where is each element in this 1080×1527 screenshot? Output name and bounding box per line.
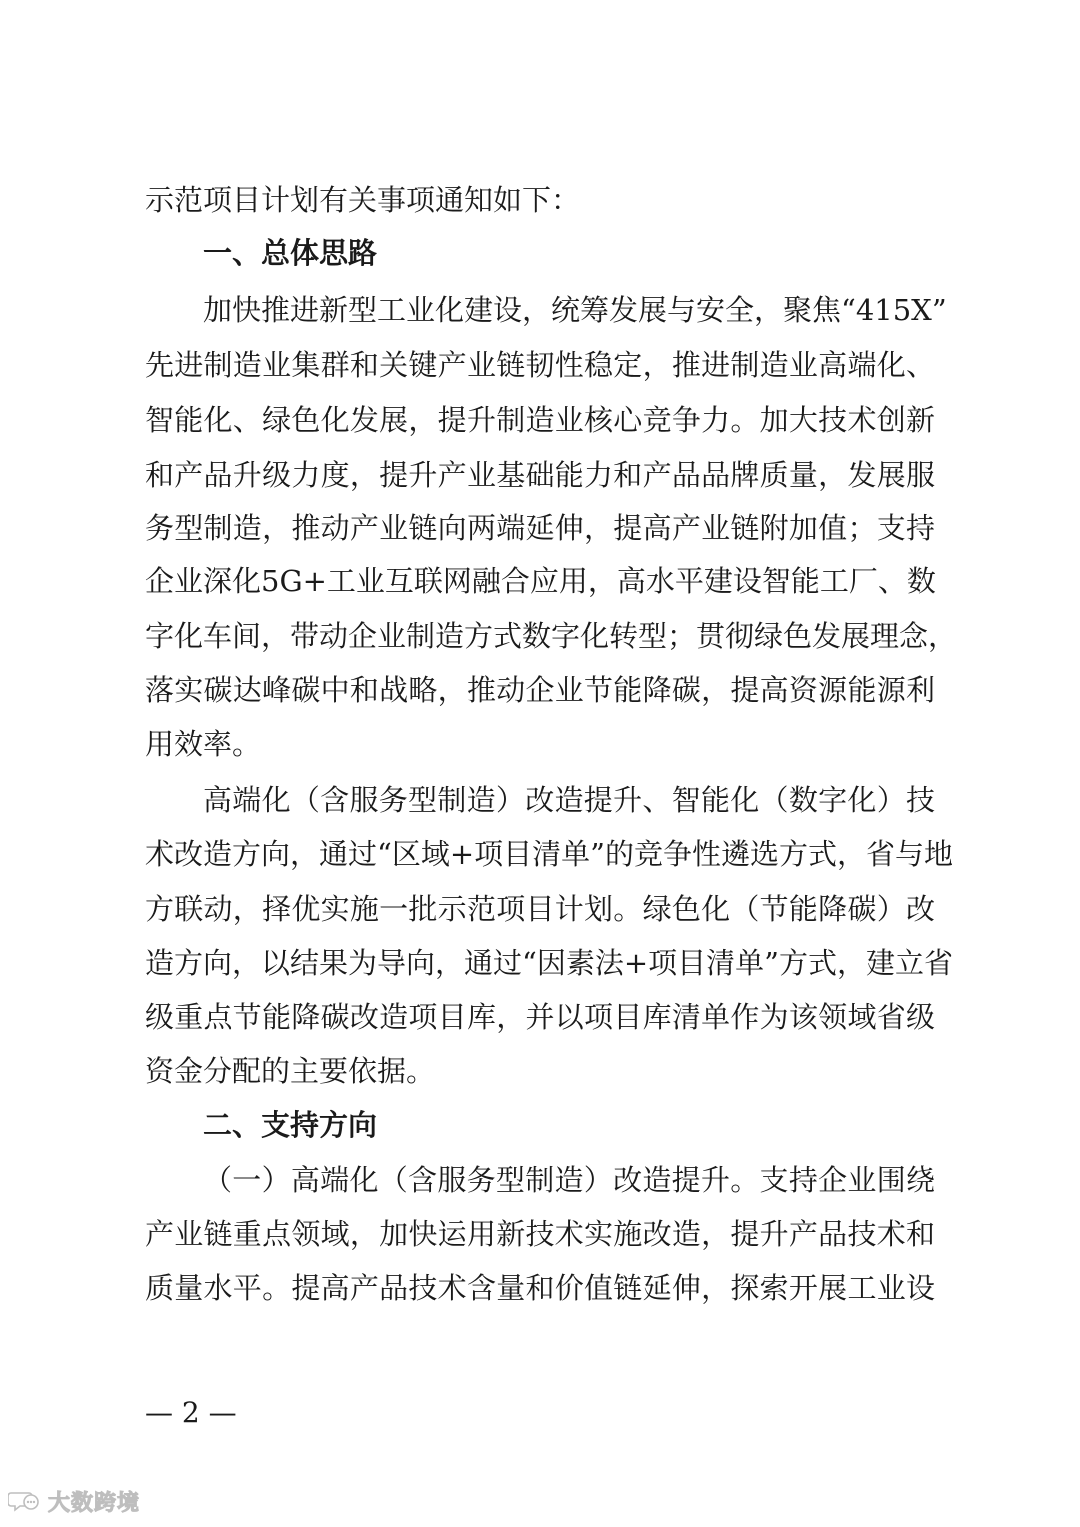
paragraph-line: 先进制造业集群和关键产业链韧性稳定，推进制造业高端化、 <box>145 348 935 382</box>
watermark <box>8 1485 140 1517</box>
paragraph-line: 智能化、绿色化发展，提升制造业核心竞争力。加大技术创新 <box>145 403 935 437</box>
paragraph-line: 资金分配的主要依据。 <box>145 1054 436 1088</box>
chat-bubble-logo-icon <box>8 1489 42 1513</box>
paragraph-line: 用效率。 <box>145 727 262 761</box>
paragraph-line: （一）高端化（含服务型制造）改造提升。支持企业围绕 <box>203 1163 935 1197</box>
section-heading: 二、支持方向 <box>203 1108 378 1142</box>
paragraph-line: 加快推进新型工业化建设，统筹发展与安全，聚焦“415X” <box>203 293 947 327</box>
paragraph-line: 高端化（含服务型制造）改造提升、智能化（数字化）技 <box>203 783 935 817</box>
paragraph-line: 造方向，以结果为导向，通过“因素法+项目清单”方式，建立省 <box>145 946 953 980</box>
paragraph-line: 字化车间，带动企业制造方式数字化转型；贯彻绿色发展理念， <box>145 619 958 653</box>
paragraph-line: 和产品升级力度，提升产业基础能力和产品品牌质量，发展服 <box>145 458 935 492</box>
section-heading: 一、总体思路 <box>203 236 378 270</box>
paragraph-line: 级重点节能降碳改造项目库，并以项目库清单作为该领域省级 <box>145 1000 935 1034</box>
paragraph-line: 务型制造，推动产业链向两端延伸，提高产业链附加值；支持 <box>145 511 935 545</box>
paragraph-line: 落实碳达峰碳中和战略，推动企业节能降碳，提高资源能源利 <box>145 673 935 707</box>
page-number: — 2 — <box>145 1396 237 1429</box>
watermark-text: 大数跨境 <box>48 1490 141 1516</box>
paragraph-line: 示范项目计划有关事项通知如下： <box>145 183 581 217</box>
paragraph-line: 方联动，择优实施一批示范项目计划。绿色化（节能降碳）改 <box>145 892 935 926</box>
paragraph-line: 质量水平。提高产品技术含量和价值链延伸，探索开展工业设 <box>145 1271 935 1305</box>
paragraph-line: 术改造方向，通过“区域+项目清单”的竞争性遴选方式，省与地 <box>145 837 953 871</box>
paragraph-line: 企业深化5G+工业互联网融合应用，高水平建设智能工厂、数 <box>145 564 936 598</box>
paragraph-line: 产业链重点领域，加快运用新技术实施改造，提升产品技术和 <box>145 1217 935 1251</box>
